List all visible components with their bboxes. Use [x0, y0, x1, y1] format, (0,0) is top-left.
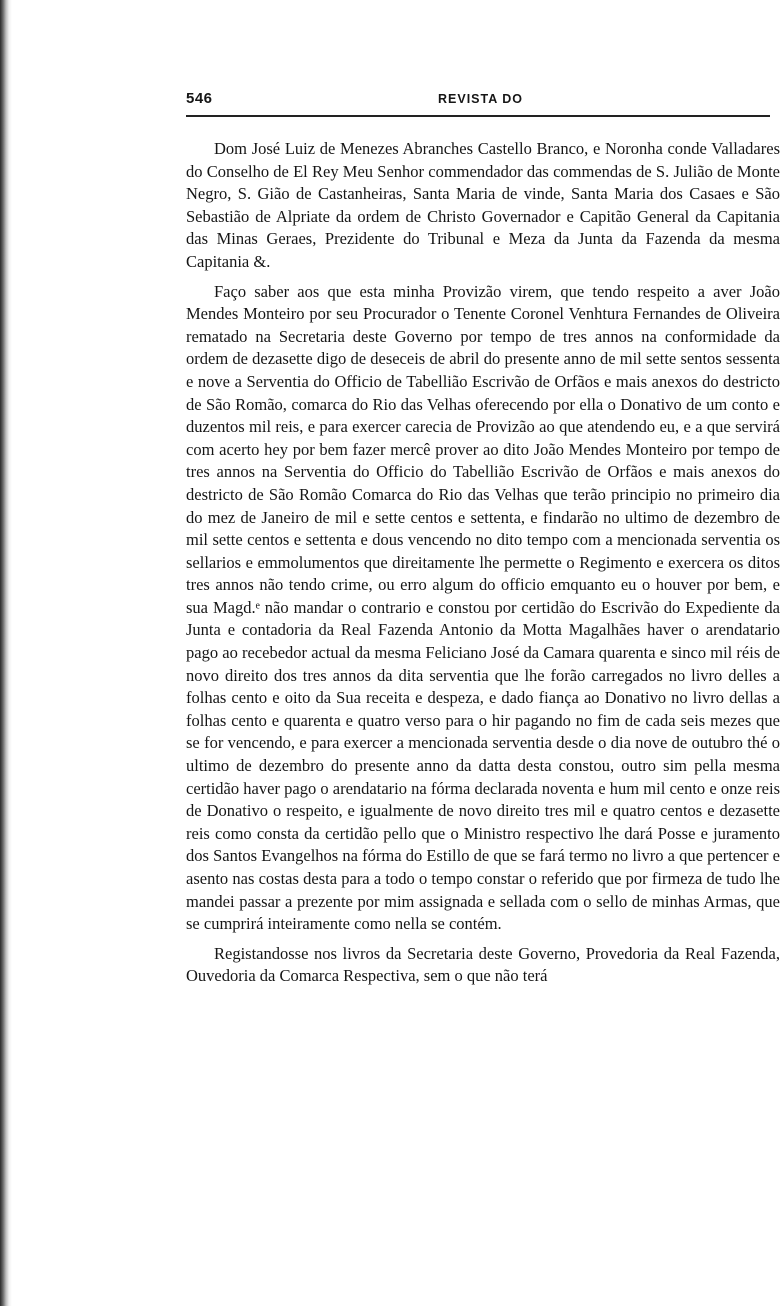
- document-body: [186, 138, 780, 988]
- scan-edge-shadow: [0, 0, 12, 1306]
- paragraph-title-block: Dom José Luiz de Menezes Abranches Castello Branco, e Noronha conde Valladares do Conselho de El Rey Meu Senhor commendador das commendas de S. Julião de Monte Negro, S. Gião de Castanheiras, Santa Maria de vinde, Santa Maria dos Casaes e São Sebastião de Alpriate da ordem de Christo Governador e Capitão General da Capitania das Minas Geraes, Prezidente do Tribunal e Meza da Junta da Fazenda da mesma Capitania &.: [186, 139, 780, 271]
- page-number: 546: [186, 90, 213, 107]
- paragraph-provision: Faço saber aos que esta minha Provizão virem, que tendo respeito a aver João Mendes Monteiro por seu Procurador o Tenente Coronel Venhtura Fernandes de Oliveira rematado na Secretaria deste Governo por tempo de tres annos na conformidade da ordem de dezasette digo de deseceis de abril do presente anno de mil sette sentos sessenta e nove a Serventia do Officio de Tabellião Escrivão de Orfãos e mais anexos do destricto de São Romão, comarca do Rio das Velhas oferecendo por ella o Donativo de um conto e duzentos mil reis, e para exercer carecia de Provizão ao que atendendo eu, e a que servirá com acerto hey por bem fazer mercê prover ao dito João Mendes Monteiro por tempo de tres annos na Serventia do Officio do Tabellião Escrivão de Orfãos e mais anexos do destricto de São Romão Comarca do Rio das Velhas que terão principio no primeiro dia do mez de Janeiro de mil e sette centos e settenta, e findarão no ultimo de dezembro de mil sette centos e settenta e dous vencendo no dito tempo com a mencionada serventia os sellarios e emmolumentos que direitamente lhe permette o Regimento e exercera os ditos tres annos não tendo crime, ou erro algum do officio emquanto eu o houver por bem, e sua Magd.ᵉ não mandar o contrario e constou por certidão do Escrivão do Expediente da Junta e contadoria da Real Fazenda Antonio da Motta Magalhães haver o arendatario pago ao recebedor actual da mesma Feliciano José da Camara quarenta e sinco mil réis de novo direito dos tres annos da dita serventia que lhe forão carregados no livro delles a folhas cento e oito da Sua receita e despeza, e dado fiança ao Donativo no livro dellas a folhas cento e quarenta e quatro verso para o hir pagando no fim de cada seis mezes que se for vencendo, e para exercer a mencionada serventia desde o dia nove de outubro thé o ultimo de dezembro do presente anno da datta desta constou, outro sim pella mesma certidão haver pago o arendatario na fórma declarada noventa e hum mil cento e onze reis de Donativo o respeito, e igualmente de novo direito tres mil e quatro centos e dezasette reis como consta da certidão pello que o Ministro respectivo lhe dará Posse e juramento dos Santos Evangelhos na fórma do Estillo de que se fará termo no livro a que pertencer e asento nas costas desta para a todo o tempo constar o referido que por firmeza de tudo lhe mandei passar a prezente por mim assignada e sellada com o sello de minhas Armas, que se cumprirá inteiramente como nella se contém.: [186, 281, 780, 934]
- header-rule: [186, 115, 770, 117]
- running-head: [186, 90, 770, 110]
- journal-title: REVISTA DO: [438, 92, 524, 106]
- paragraph-registration: Registandosse nos livros da Secretaria deste Governo, Provedoria da Real Fazenda, Ouvedoria da Comarca Respectiva, sem o que não terá: [186, 943, 780, 986]
